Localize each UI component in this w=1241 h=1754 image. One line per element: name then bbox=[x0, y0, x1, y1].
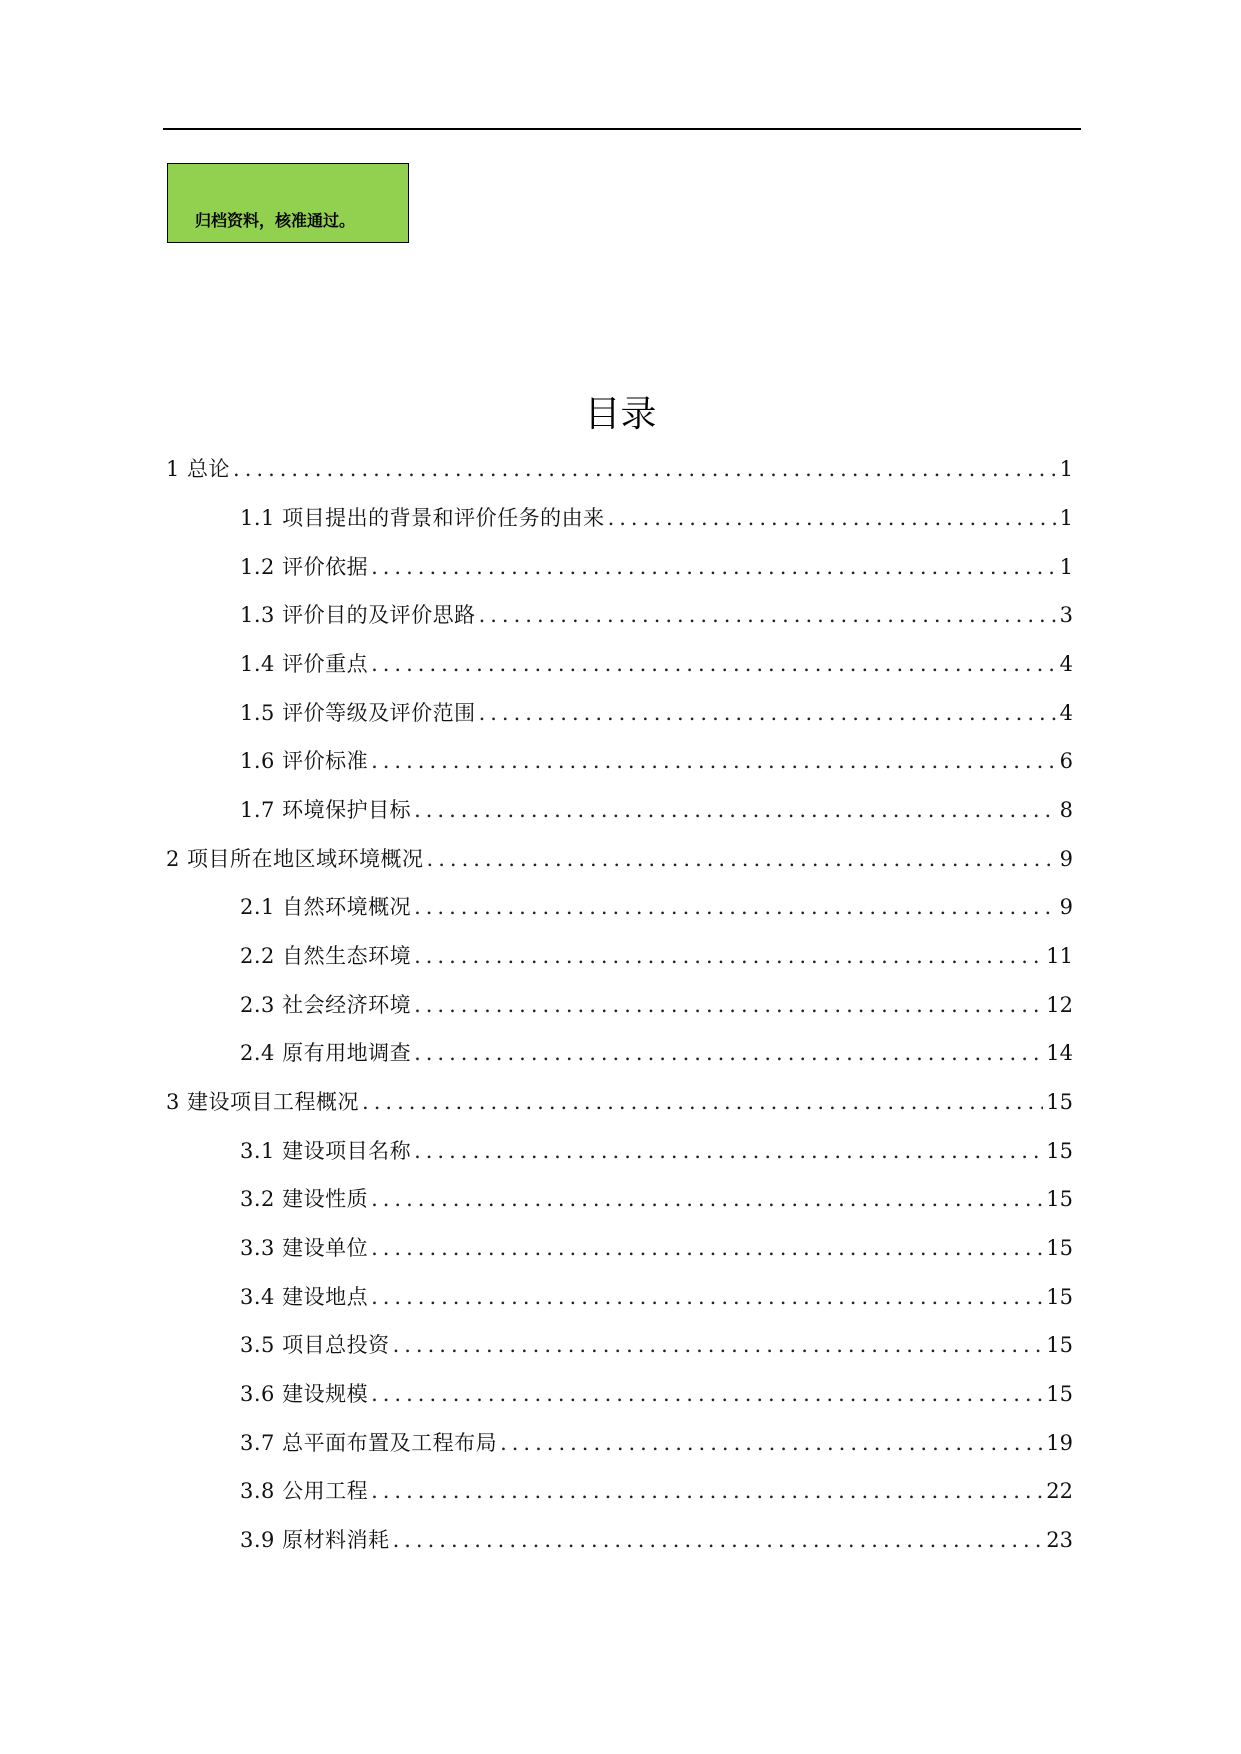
toc-entry-page: 9 bbox=[1059, 847, 1073, 871]
toc-entry-page: 15 bbox=[1046, 1236, 1073, 1260]
toc-entry-page: 8 bbox=[1059, 798, 1073, 822]
toc-leader-dots bbox=[233, 454, 1057, 484]
toc-entry-page: 15 bbox=[1046, 1285, 1073, 1309]
toc-entry-label: 3.4 建设地点 bbox=[240, 1285, 369, 1309]
toc-entry[interactable] bbox=[240, 1525, 1073, 1555]
toc-leader-dots bbox=[362, 1087, 1043, 1117]
toc-entry-label: 1.2 评价依据 bbox=[240, 555, 369, 579]
toc-entry-page: 23 bbox=[1046, 1528, 1073, 1552]
toc-entry-label: 2.1 自然环境概况 bbox=[240, 895, 412, 919]
toc-entry-label: 2 项目所在地区域环境概况 bbox=[166, 847, 424, 871]
toc-entry[interactable] bbox=[240, 1184, 1073, 1214]
toc-leader-dots bbox=[414, 892, 1057, 922]
toc-entry[interactable] bbox=[240, 795, 1073, 825]
toc-entry-label: 3.2 建设性质 bbox=[240, 1187, 369, 1211]
toc-entry[interactable] bbox=[240, 1428, 1073, 1458]
toc-leader-dots bbox=[500, 1428, 1043, 1458]
toc-leader-dots bbox=[608, 503, 1057, 533]
toc-leader-dots bbox=[427, 844, 1057, 874]
toc-leader-dots bbox=[414, 990, 1043, 1020]
toc-entry[interactable] bbox=[240, 503, 1073, 533]
toc-entry-label: 2.3 社会经济环境 bbox=[240, 993, 412, 1017]
toc-entry[interactable] bbox=[240, 892, 1073, 922]
toc-entry-label: 1.5 评价等级及评价范围 bbox=[240, 701, 476, 725]
toc-entry-label: 3.5 项目总投资 bbox=[240, 1333, 390, 1357]
toc-leader-dots bbox=[393, 1330, 1044, 1360]
toc-entry[interactable] bbox=[240, 649, 1073, 679]
toc-entry-page: 1 bbox=[1059, 555, 1073, 579]
toc-entry-page: 15 bbox=[1046, 1187, 1073, 1211]
toc-entry[interactable] bbox=[240, 941, 1073, 971]
toc-entry-label: 1.4 评价重点 bbox=[240, 652, 369, 676]
toc-entry-label: 3.8 公用工程 bbox=[240, 1479, 369, 1503]
toc-leader-dots bbox=[371, 649, 1057, 679]
toc-entry[interactable] bbox=[240, 1233, 1073, 1263]
toc-entry[interactable] bbox=[240, 552, 1073, 582]
toc-entry[interactable] bbox=[166, 844, 1073, 874]
toc-leader-dots bbox=[371, 1233, 1043, 1263]
toc-entry-page: 1 bbox=[1059, 457, 1073, 481]
toc-entry-label: 1.3 评价目的及评价思路 bbox=[240, 603, 476, 627]
toc-leader-dots bbox=[414, 941, 1043, 971]
toc-entry[interactable] bbox=[240, 1282, 1073, 1312]
toc-entry-label: 3.3 建设单位 bbox=[240, 1236, 369, 1260]
toc-entry-page: 15 bbox=[1046, 1139, 1073, 1163]
toc-entry-page: 19 bbox=[1046, 1431, 1073, 1455]
toc-entry[interactable] bbox=[240, 1038, 1073, 1068]
toc-entry[interactable] bbox=[240, 746, 1073, 776]
toc-entry[interactable] bbox=[166, 1087, 1073, 1117]
toc-leader-dots bbox=[414, 1038, 1043, 1068]
toc-leader-dots bbox=[414, 1136, 1043, 1166]
toc-entry[interactable] bbox=[240, 698, 1073, 728]
toc-entry-page: 3 bbox=[1059, 603, 1073, 627]
toc-entry-label: 2.2 自然生态环境 bbox=[240, 944, 412, 968]
toc-entry-page: 15 bbox=[1046, 1382, 1073, 1406]
toc-leader-dots bbox=[479, 698, 1057, 728]
toc-leader-dots bbox=[479, 600, 1057, 630]
toc-entry-page: 14 bbox=[1046, 1041, 1073, 1065]
toc-entry-page: 4 bbox=[1059, 701, 1073, 725]
toc-entry[interactable] bbox=[240, 600, 1073, 630]
toc-leader-dots bbox=[371, 746, 1057, 776]
toc-entry[interactable] bbox=[240, 990, 1073, 1020]
toc-entry-page: 1 bbox=[1059, 506, 1073, 530]
toc-entry-label: 2.4 原有用地调查 bbox=[240, 1041, 412, 1065]
toc-entry-page: 11 bbox=[1046, 944, 1073, 968]
toc-leader-dots bbox=[414, 795, 1057, 825]
toc-entry-label: 1 总论 bbox=[166, 457, 231, 481]
toc-title: 目录 bbox=[584, 394, 657, 435]
toc-leader-dots bbox=[393, 1525, 1044, 1555]
toc-entry-label: 3.6 建设规模 bbox=[240, 1382, 369, 1406]
toc-entry-page: 6 bbox=[1059, 749, 1073, 773]
toc-entry[interactable] bbox=[240, 1379, 1073, 1409]
toc-entry-label: 1.6 评价标准 bbox=[240, 749, 369, 773]
toc-entry[interactable] bbox=[240, 1476, 1073, 1506]
toc-entry-page: 22 bbox=[1046, 1479, 1073, 1503]
toc-leader-dots bbox=[371, 1379, 1043, 1409]
toc-entry-label: 3.1 建设项目名称 bbox=[240, 1139, 412, 1163]
toc-leader-dots bbox=[371, 1476, 1043, 1506]
toc-entry-page: 15 bbox=[1046, 1090, 1073, 1114]
toc-entry[interactable] bbox=[240, 1330, 1073, 1360]
stamp-text: 归档资料，核准通过。 bbox=[195, 211, 356, 230]
toc-entry-label: 3 建设项目工程概况 bbox=[166, 1090, 360, 1114]
toc-entry-page: 12 bbox=[1046, 993, 1073, 1017]
toc-entry-page: 4 bbox=[1059, 652, 1073, 676]
toc-leader-dots bbox=[371, 1282, 1043, 1312]
toc-entry-label: 3.9 原材料消耗 bbox=[240, 1528, 390, 1552]
toc-entry[interactable] bbox=[166, 454, 1073, 484]
toc-entry-label: 1.1 项目提出的背景和评价任务的由来 bbox=[240, 506, 605, 530]
toc-entry-page: 15 bbox=[1046, 1333, 1073, 1357]
toc-leader-dots bbox=[371, 552, 1057, 582]
toc-entry-label: 3.7 总平面布置及工程布局 bbox=[240, 1431, 498, 1455]
toc-entry-page: 9 bbox=[1059, 895, 1073, 919]
toc-entry[interactable] bbox=[240, 1136, 1073, 1166]
toc-leader-dots bbox=[371, 1184, 1043, 1214]
toc-entry-label: 1.7 环境保护目标 bbox=[240, 798, 412, 822]
